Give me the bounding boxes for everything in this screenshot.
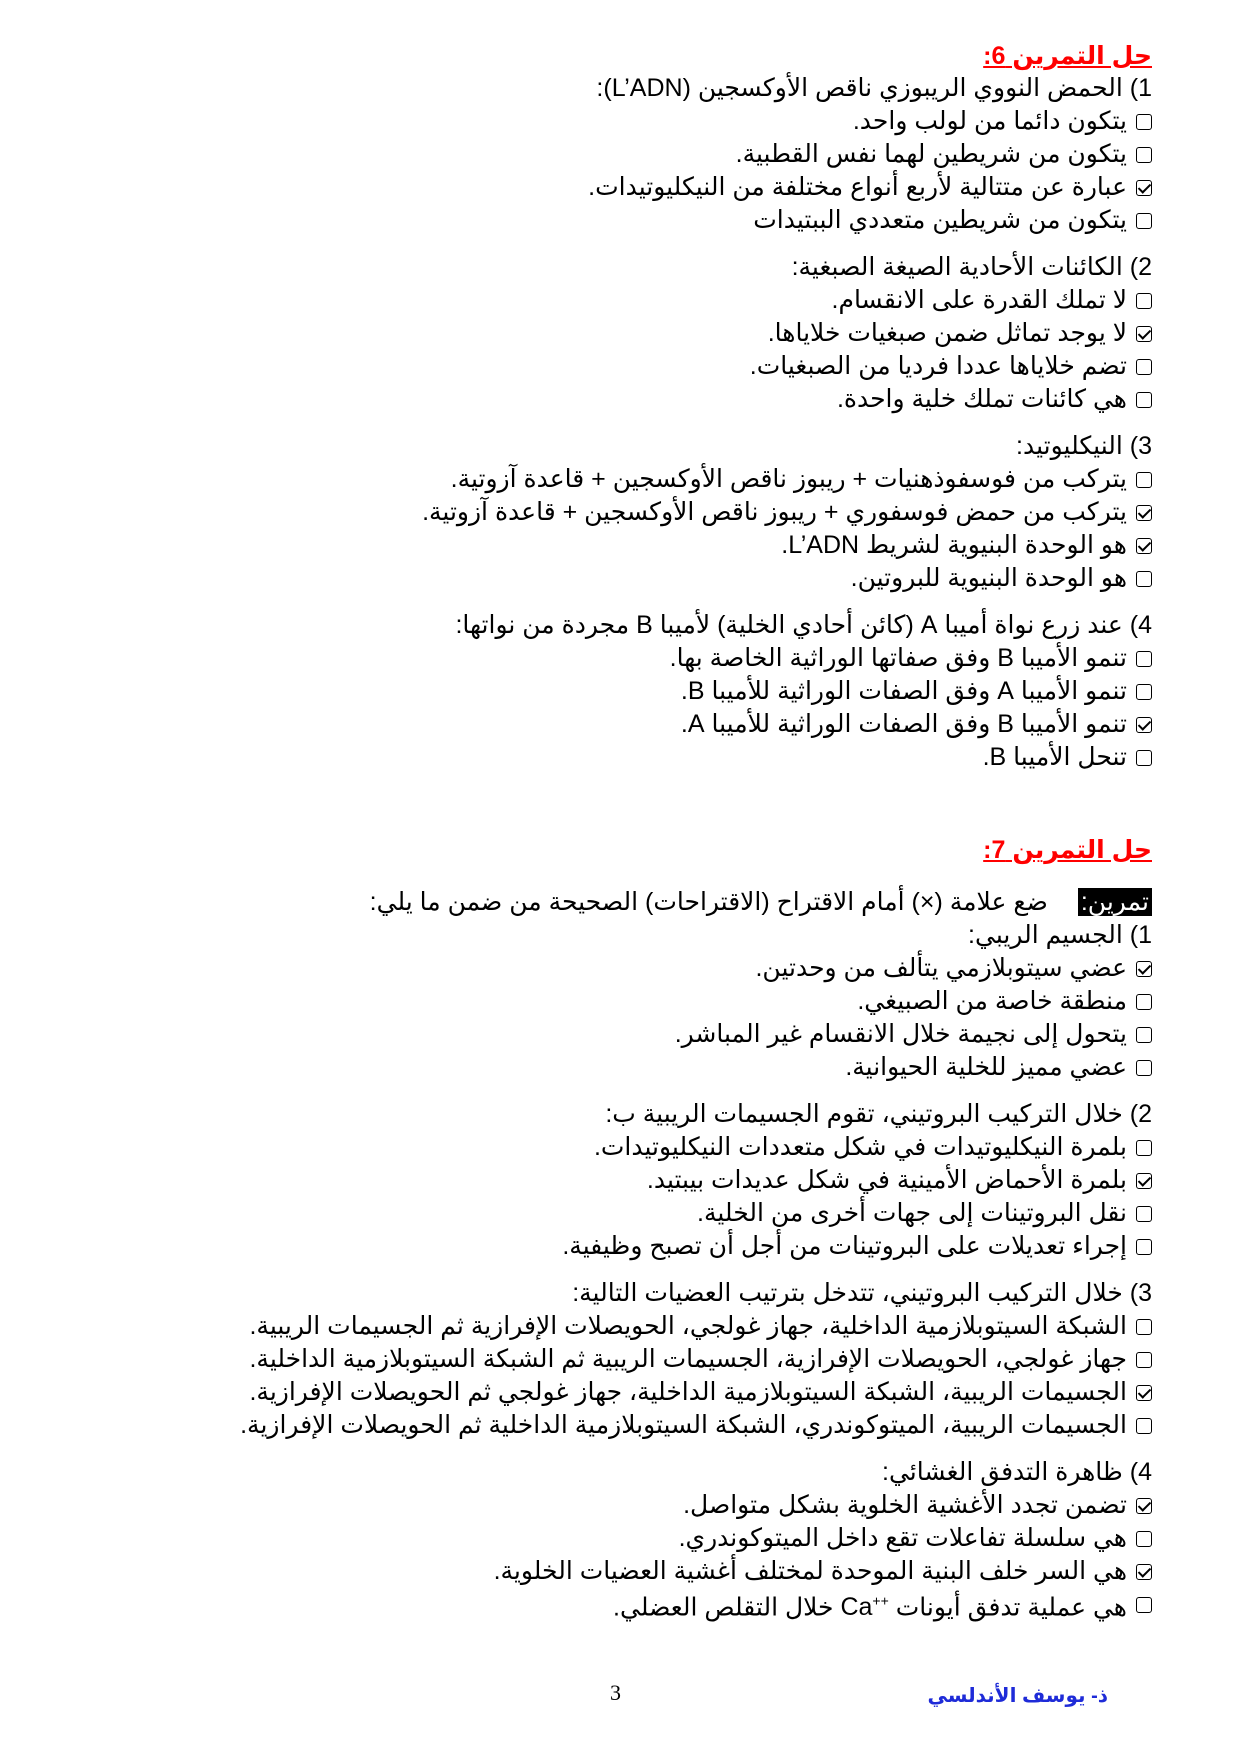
checkbox[interactable] xyxy=(1136,684,1152,700)
option-item xyxy=(422,463,1152,496)
option-text: عبارة عن متتالية لأربع أنواع مختلفة من النيكليوتيدات. xyxy=(588,173,1127,201)
option-text: يتكون دائما من لولب واحد. xyxy=(852,107,1127,135)
option-text: هي سلسلة تفاعلات تقع داخل الميتوكوندري. xyxy=(678,1524,1127,1552)
checked-checkbox[interactable] xyxy=(1136,180,1152,196)
option-text: تضم خلاياها عددا فرديا من الصبغيات. xyxy=(749,352,1127,380)
option-text: عضي سيتوبلازمي يتألف من وحدتين. xyxy=(755,954,1127,982)
spacer xyxy=(422,595,1152,609)
page-number: 3 xyxy=(610,1680,621,1705)
checkbox[interactable] xyxy=(1136,1418,1152,1434)
option-item xyxy=(240,1588,1152,1621)
checked-checkbox[interactable] xyxy=(1136,1564,1152,1580)
option-item xyxy=(240,1376,1152,1409)
checked-checkbox[interactable] xyxy=(1136,326,1152,342)
option-item xyxy=(422,317,1152,350)
option-item xyxy=(240,1310,1152,1343)
spacer xyxy=(240,1084,1152,1098)
option-text: منطقة خاصة من الصبيغي. xyxy=(857,987,1127,1015)
option-item xyxy=(422,529,1152,562)
option-text-before: هي عملية تدفق أيونات xyxy=(888,1593,1127,1622)
question-text: 4) ظاهرة التدفق الغشائي: xyxy=(882,1458,1152,1486)
checkbox[interactable] xyxy=(1136,1060,1152,1076)
exercise-6-questions xyxy=(422,72,1152,774)
checkbox[interactable] xyxy=(1136,1027,1152,1043)
option-text: هو الوحدة البنيوية للبروتين. xyxy=(850,564,1127,592)
option-text: يتركب من فوسفوذهنيات + ريبوز ناقص الأوكسجين + قاعدة آزوتية. xyxy=(450,465,1127,493)
option-item xyxy=(240,1018,1152,1051)
option-text: الجسيمات الريبية، الميتوكوندري، الشبكة السيتوبلازمية الداخلية ثم الحويصلات الإفرازية. xyxy=(240,1411,1127,1439)
option-item xyxy=(422,708,1152,741)
option-item xyxy=(240,1343,1152,1376)
checkbox[interactable] xyxy=(1136,1352,1152,1368)
option-item xyxy=(240,985,1152,1018)
checked-checkbox[interactable] xyxy=(1136,961,1152,977)
option-text: نقل البروتينات إلى جهات أخرى من الخلية. xyxy=(697,1199,1127,1227)
checkbox[interactable] xyxy=(1136,651,1152,667)
spacer xyxy=(422,416,1152,430)
checkbox[interactable] xyxy=(1136,994,1152,1010)
option-item xyxy=(422,642,1152,675)
question-text: 3) خلال التركيب البروتيني، تتدخل بترتيب العضيات التالية: xyxy=(572,1279,1152,1307)
checked-checkbox[interactable] xyxy=(1136,505,1152,521)
option-text: تنمو الأميبا B وفق صفاتها الوراثية الخاصة بها. xyxy=(669,644,1127,672)
spacer xyxy=(422,237,1152,251)
option-item xyxy=(422,204,1152,237)
checked-checkbox[interactable] xyxy=(1136,1173,1152,1189)
option-text: عضي مميز للخلية الحيوانية. xyxy=(845,1053,1127,1081)
checkbox[interactable] xyxy=(1136,1319,1152,1335)
question-text: 2) الكائنات الأحادية الصيغة الصبغية: xyxy=(791,253,1152,281)
option-item xyxy=(240,1489,1152,1522)
option-item xyxy=(422,383,1152,416)
option-text: يتكون من شريطين متعددي الببتيدات xyxy=(753,206,1127,234)
exercise-7-section xyxy=(240,834,1152,1621)
checkbox[interactable] xyxy=(1136,114,1152,130)
spacer xyxy=(240,1442,1152,1456)
option-item xyxy=(422,105,1152,138)
author-name: ذ- يوسف الأندلسي xyxy=(927,1685,1108,1707)
checkbox[interactable] xyxy=(1136,213,1152,229)
checkbox[interactable] xyxy=(1136,359,1152,375)
instruction-label: تمرين: xyxy=(1078,888,1152,916)
checkbox[interactable] xyxy=(1136,293,1152,309)
checkbox[interactable] xyxy=(1136,472,1152,488)
option-item xyxy=(240,1409,1152,1442)
option-text: لا يوجد تماثل ضمن صبغيات خلاياها. xyxy=(767,319,1127,347)
checkbox[interactable] xyxy=(1136,392,1152,408)
checkbox[interactable] xyxy=(1136,750,1152,766)
ion-symbol: Ca xyxy=(840,1593,873,1622)
option-text: إجراء تعديلات على البروتينات من أجل أن تصبح وظيفية. xyxy=(562,1232,1127,1260)
option-item xyxy=(422,284,1152,317)
option-item xyxy=(422,741,1152,774)
option-item xyxy=(422,350,1152,383)
ion-charge: ++ xyxy=(872,1592,889,1609)
option-item xyxy=(240,1131,1152,1164)
option-text: بلمرة النيكليوتيدات في شكل متعددات النيكليوتيدات. xyxy=(593,1133,1127,1161)
checked-checkbox[interactable] xyxy=(1136,717,1152,733)
option-item xyxy=(240,1164,1152,1197)
exercise-6-heading: حل التمرين 6: xyxy=(983,42,1152,70)
option-item xyxy=(240,1051,1152,1084)
checked-checkbox[interactable] xyxy=(1136,1385,1152,1401)
checkbox[interactable] xyxy=(1136,1239,1152,1255)
checked-checkbox[interactable] xyxy=(1136,538,1152,554)
option-text: يتكون من شريطين لهما نفس القطبية. xyxy=(735,140,1127,168)
option-item xyxy=(422,171,1152,204)
option-text: الجسيمات الريبية، الشبكة السيتوبلازمية الداخلية، جهاز غولجي ثم الحويصلات الإفرازية. xyxy=(249,1378,1127,1406)
option-text: الشبكة السيتوبلازمية الداخلية، جهاز غولجي، الحويصلات الإفرازية ثم الجسيمات الريبية. xyxy=(249,1312,1127,1340)
option-text-after: خلال التقلص العضلي. xyxy=(613,1593,841,1622)
question-text: 4) عند زرع نواة أميبا A (كائن أحادي الخلية) لأميبا B مجردة من نواتها: xyxy=(455,611,1152,639)
option-item xyxy=(240,1555,1152,1588)
option-text: هو الوحدة البنيوية لشريط L’ADN. xyxy=(781,531,1127,559)
question-text: 1) الحمض النووي الريبوزي ناقص الأوكسجين (L’ADN): xyxy=(596,74,1152,102)
exercise-6-section xyxy=(422,40,1152,774)
option-item xyxy=(240,1197,1152,1230)
checkbox[interactable] xyxy=(1136,1206,1152,1222)
option-text: بلمرة الأحماض الأمينية في شكل عديدات بيبتيد. xyxy=(646,1166,1127,1194)
option-item xyxy=(240,1522,1152,1555)
option-text: تضمن تجدد الأغشية الخلوية بشكل متواصل. xyxy=(683,1491,1127,1519)
instruction-text: ضع علامة (×) أمام الاقتراح (الاقتراحات) الصحيحة من ضمن ما يلي: xyxy=(369,888,1048,916)
question-text: 3) النيكليوتيد: xyxy=(1016,432,1152,460)
question-text: 2) خلال التركيب البروتيني، تقوم الجسيمات الريبية ب: xyxy=(605,1100,1152,1128)
option-text: تنحل الأميبا B. xyxy=(982,743,1127,771)
checkbox[interactable] xyxy=(1136,1597,1152,1613)
option-text: تنمو الأميبا A وفق الصفات الوراثية للأميبا B. xyxy=(680,677,1127,705)
option-text: لا تملك القدرة على الانقسام. xyxy=(831,286,1127,314)
checkbox[interactable] xyxy=(1136,1140,1152,1156)
checked-checkbox[interactable] xyxy=(1136,1498,1152,1514)
option-text: هي السر خلف البنية الموحدة لمختلف أغشية العضيات الخلوية. xyxy=(493,1557,1127,1585)
option-text: يتحول إلى نجيمة خلال الانقسام غير المباشر. xyxy=(674,1020,1127,1048)
option-item xyxy=(422,562,1152,595)
calcium-ion xyxy=(840,1593,888,1621)
option-text xyxy=(613,1585,1127,1624)
checkbox[interactable] xyxy=(1136,147,1152,163)
option-item xyxy=(240,1230,1152,1263)
option-item xyxy=(422,675,1152,708)
option-text: جهاز غولجي، الحويصلات الإفرازية، الجسيمات الريبية ثم الشبكة السيتوبلازمية الداخلية. xyxy=(249,1345,1127,1373)
exercise-7-instruction xyxy=(240,886,1152,919)
checkbox[interactable] xyxy=(1136,571,1152,587)
option-text: يتركب من حمض فوسفوري + ريبوز ناقص الأوكسجين + قاعدة آزوتية. xyxy=(422,498,1127,526)
exercise-7-questions xyxy=(240,919,1152,1588)
option-text: تنمو الأميبا B وفق الصفات الوراثية للأميبا A. xyxy=(680,710,1127,738)
spacer xyxy=(240,1263,1152,1277)
option-item xyxy=(422,496,1152,529)
question-text: 1) الجسيم الريبي: xyxy=(968,921,1152,949)
exercise-7-heading: حل التمرين 7: xyxy=(983,836,1152,864)
checkbox[interactable] xyxy=(1136,1531,1152,1547)
option-item xyxy=(240,952,1152,985)
option-text: هي كائنات تملك خلية واحدة. xyxy=(836,385,1127,413)
option-item xyxy=(422,138,1152,171)
